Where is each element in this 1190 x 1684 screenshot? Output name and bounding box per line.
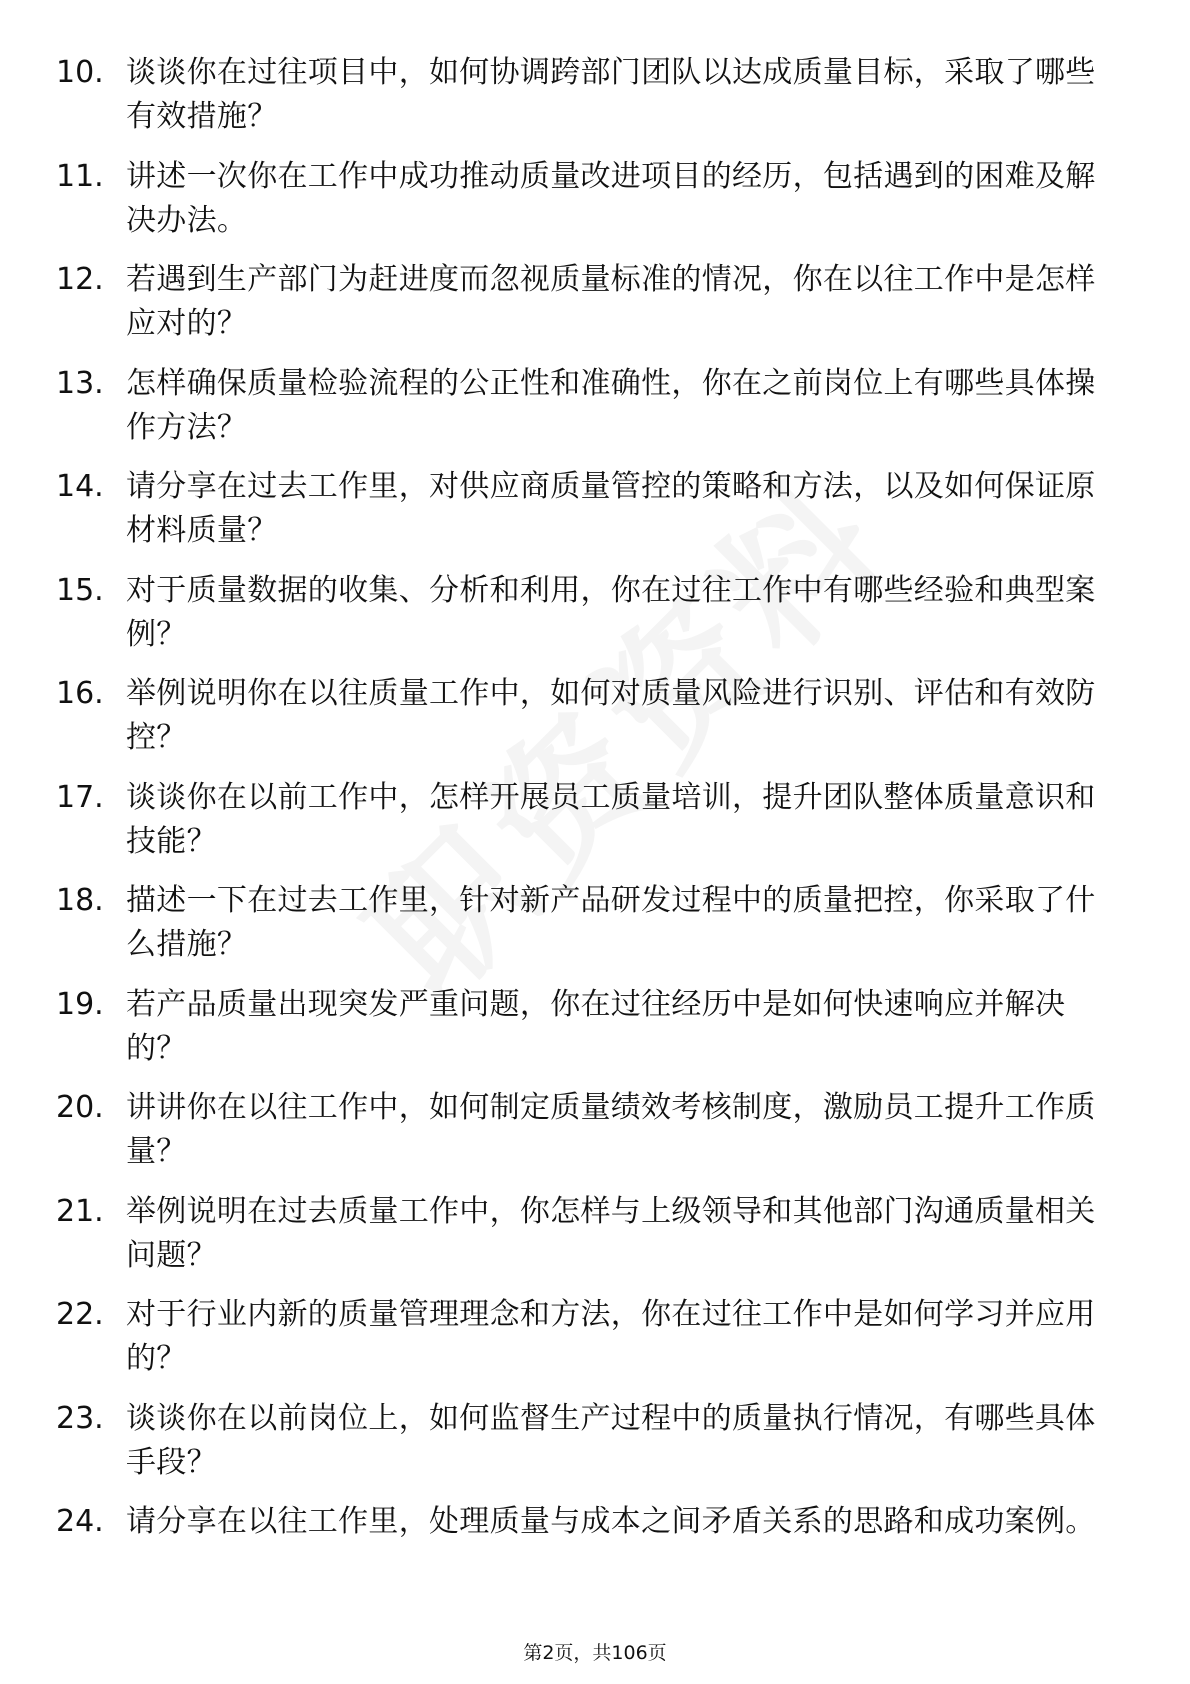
question-item-23 [56,1397,1116,1501]
question-item-21 [56,1190,1116,1294]
question-number: 23. [56,1400,104,1436]
question-item-24 [56,1500,1116,1604]
question-text: 举例说明你在以往质量工作中，如何对质量风险进行识别、评估和有效防控？ [126,676,1096,755]
question-list [56,51,1116,1604]
question-number: 17. [56,779,104,815]
question-text: 谈谈你在以前岗位上，如何监督生产过程中的质量执行情况，有哪些具体手段？ [126,1400,1096,1480]
question-text: 请分享在过去工作里，对供应商质量管控的策略和方法，以及如何保证原材料质量？ [126,469,1096,548]
question-text: 对于质量数据的收集、分析和利用，你在过往工作中有哪些经验和典型案例？ [126,572,1096,652]
question-number: 14. [56,469,104,504]
question-text: 举例说明在过去质量工作中，你怎样与上级领导和其他部门沟通质量相关问题？ [126,1193,1096,1273]
question-number: 10. [56,55,104,90]
question-number: 20. [56,1090,104,1125]
question-item-16 [56,672,1116,776]
question-item-22 [56,1293,1116,1397]
question-text: 请分享在以往工作里，处理质量与成本之间矛盾关系的思路和成功案例。 [126,1504,1096,1539]
question-number: 12. [56,262,104,297]
question-item-14 [56,465,1116,569]
question-text: 讲述一次你在工作中成功推动质量改进项目的经历，包括遇到的困难及解决办法。 [126,158,1096,238]
question-number: 22. [56,1297,104,1332]
question-number: 11. [56,158,104,194]
question-number: 18. [56,883,104,918]
question-item-13 [56,362,1116,466]
question-item-19 [56,983,1116,1087]
question-text: 讲讲你在以往工作中，如何制定质量绩效考核制度，激励员工提升工作质量？ [126,1090,1096,1169]
question-item-20 [56,1086,1116,1190]
question-text: 若产品质量出现突发严重问题，你在过往经历中是如何快速响应并解决的？ [126,986,1066,1066]
question-text: 描述一下在过去工作里，针对新产品研发过程中的质量把控，你采取了什么措施？ [126,883,1096,962]
question-text: 对于行业内新的质量管理理念和方法，你在过往工作中是如何学习并应用的？ [126,1297,1096,1376]
page-footer: 第2页，共106页 [523,1642,667,1664]
question-number: 19. [56,986,104,1022]
question-text: 谈谈你在以前工作中，怎样开展员工质量培训，提升团队整体质量意识和技能？ [126,779,1096,859]
question-number: 16. [56,676,104,711]
question-number: 13. [56,365,104,401]
question-text: 谈谈你在过往项目中，如何协调跨部门团队以达成质量目标，采取了哪些有效措施？ [126,55,1096,134]
question-text: 若遇到生产部门为赶进度而忽视质量标准的情况，你在以往工作中是怎样应对的？ [126,262,1096,341]
question-item-15 [56,569,1116,673]
question-item-11 [56,155,1116,259]
question-number: 15. [56,572,104,608]
question-number: 21. [56,1193,104,1229]
question-item-17 [56,776,1116,880]
question-item-10 [56,51,1116,155]
question-text: 怎样确保质量检验流程的公正性和准确性，你在之前岗位上有哪些具体操作方法？ [126,365,1096,445]
question-item-18 [56,879,1116,983]
question-item-12 [56,258,1116,362]
question-number: 24. [56,1504,104,1539]
